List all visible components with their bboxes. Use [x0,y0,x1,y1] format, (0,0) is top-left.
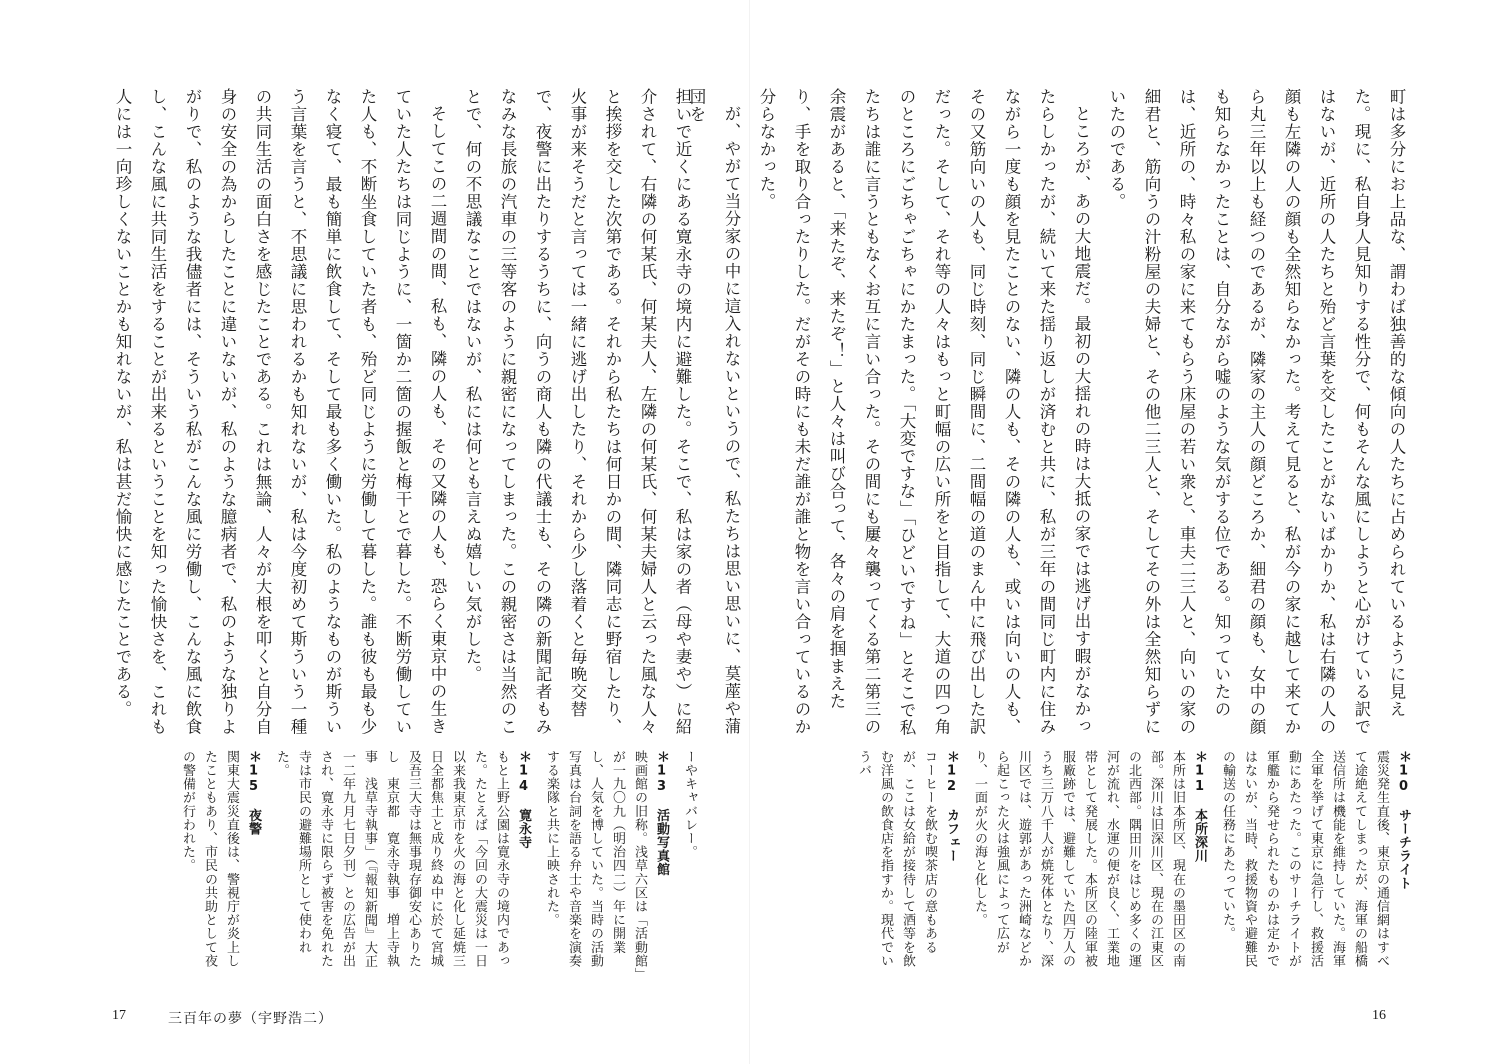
footnote-13 [540,750,672,980]
footnote-heading: ＊12 カフェー [944,750,959,863]
footnote-text: ーやキャバレー。 [682,750,697,859]
page-number: 16 [1372,1008,1386,1023]
body-text [687,88,1414,738]
footnotes [834,750,1414,980]
footnote-heading: ＊14 寛永寺 [516,750,531,850]
paragraph: 町は多分にお上品な、謂わば独善的な傾向の人たちに占められているように見えた。現に、私自身人見知りする性分で、何もそんな風にしようと心がけている訳ではないが、近所の人たちと殆ど言葉を交したことがないばかりか、私は右隣の人の顔も左隣の人の顔も全然知らなかった。考えて見ると、私が今の家に越して来てから丸三年以上も経つのであるが、隣家の主人の顔どころか、細君の顔も、女中の顔も知らなかったことは、自分ながら嘘のような気がする位である。知っていたのは、近所の、時々私の家に来てもらう床屋の若い衆と、車夫二三人と、向いの家の細君と、筋向うの汁粉屋の夫婦と、その他二三人と、そしてその外は全然知らずにいたのである。 [1107,88,1406,736]
footnote-14 [270,750,534,980]
body-text [113,88,700,738]
footnote-11 [968,750,1210,980]
running-title: 三百年の夢（宇野浩二） [168,1011,333,1027]
footnote-12-continued [678,750,700,980]
footnotes [110,750,700,980]
footnote-10 [1216,750,1414,980]
footnote-text: 震災発生直後、東京の通信網はすべて途絶えてしまったが、海軍の船橋送信所は機能を維持していた。海軍全軍を挙げて東京に急行し、救援活動にあたった。このサーチライトが軍艦から発せられたものかは定かではないが、当時、救援物資や避難民の輸送の任務にあたっていた。 [1220,750,1389,968]
paragraph: ところが、あの大地震だ。最初の大揺れの時は大抵の家では逃げ出す暇がなかったらしかったが、続いて来た揺り返しが済むと共に、私が三年の間同じ町内に住みながら一度も顔を見たことのない、隣の人も、その隣の人も、或いは向いの人も、その又筋向いの人も、同じ時刻、同じ瞬間に、二間幅の道のまん中に飛び出した訳だった。そして、それ等の人々はもっと町幅の広い所をと目指して、大道の四つ角のところにごちゃごちゃにかたまった。「大変ですな」「ひどいですね」とそこで私たちは誰に言うともなくお互に言い合った。その間にも屢々襲ってくる第二第三の余震があると、「来たぞ、来たぞ！」と人々は叫び合って、各々の肩を掴まえたり、手を取り合ったりした。だがその時にも未だ誰が誰と物を言い合っているのか分らなかった。 [757,88,1091,737]
footnote-heading: ＊13 活動写真館 [654,750,669,877]
page-number: 17 [112,1008,126,1023]
footnote-heading: ＊10 サーチライト [1396,750,1411,890]
footnote-heading: ＊15 夜警 [246,750,261,836]
footnote-text: 関東大震災直後は、警視庁が炎上したこともあり、市民の共助として夜の警備が行われた。 [180,750,239,968]
paragraph: 担いで近くにある寛永寺の境内に避難した。そこで、私は家の者（母や妻や）に紹介されて、右隣の何某氏、何某夫人、左隣の何某氏、何某夫婦人と云った風な人々と挨拶を交した次第である。それから私たちは何日かの間、隣同志に野宿したり、火事が来そうだと言っては一緒に逃げ出したり、それから少し落着くと毎晩交替で、夜警に出たりするうちに、向うの商人も隣の代議士も、その隣の新聞記者もみなみな長旅の汽車の三等客のように親密になってしまった。この親密さは当然のことで、何の不思議なことではないが、私には何とも言えぬ嬉しい気がした。 [463,88,692,736]
footnote-text: コーヒーを飲む喫茶店の意もあるが、ここは女給が接待して酒等を飲む洋風の飲食店を指すか。現代でいうバ [856,750,937,968]
footnote-heading: ＊11 本所深川 [1192,750,1207,863]
footnote-text: 本所は旧本所区、現在の墨田区の南部。深川は旧深川区、現在の江東区の北西部。隅田川をはじめ多くの運河が流れ、水運の便が良く、工業地帯として発展した。本所区の陸軍被服廠跡では、避難していた四万人のうち三万八千人が焼死体となり、深川区では、遊郭があった洲崎などから起こった火は強風によって広がり、一面が火の海と化した。 [972,750,1185,968]
paragraph: が、やがて当分家の中に這入れないというので、私たちは思い思いに、茣蓙や蒲団を [687,88,741,735]
footnote-15 [176,750,264,980]
footnote-text: 映画館の旧称。浅草六区は「活動館」が一九〇九（明治四二）年に開業し、人気を博していた。当時の活動写真は台詞を語る弁士や音楽を演奏する楽隊と共に上映された。 [544,750,647,975]
footnote-12 [852,750,962,980]
footnote-text: もと上野公園は寛永寺の境内であった。たとえば「今回の大震災は一日以来我東京市を火の海と化し延焼三日全都焦土と成り終ぬ中に於て宮城及吾三大寺は無事現存御安心ありたし 東京都 寛永寺執事 増上寺執事 浅草寺執事」（『報知新聞』大正一二年九月七日夕刊）との広告が出され、寛永寺に限らず被害を免れた寺は市民の避難場所として使われた。 [274,750,509,969]
paragraph: そしてこの二週間の間、私も、隣の人も、その又隣の人も、恐らく東京中の生きていた人たちは同じように、一箇か二箇の握飯と梅干とで暮した。不断労働していた人も、不断坐食していた者も、殆ど同じように労働して暮した。誰も彼も最も少なく寝て、最も簡単に飲食して、そして最も多く働いた。私のようなものが斯ういう言葉を言うと、不思議に思われるかも知れないが、私は今度初めて斯ういう一種の共同生活の面白さを感じたことである。これは無論、人々が大根を叩くと自分自身の安全の為からしたことに違いないが、私のような臆病者で、私のような独りよがりで、私のような我儘者には、そういう私がこんな風に労働し、こんな風に飲食し、こんな風に共同生活をすることが出来るということを知った愉快さを、これも人には一向珍しくないことかも知れないが、私は甚だ愉快に感じたことである。 [113,88,447,736]
